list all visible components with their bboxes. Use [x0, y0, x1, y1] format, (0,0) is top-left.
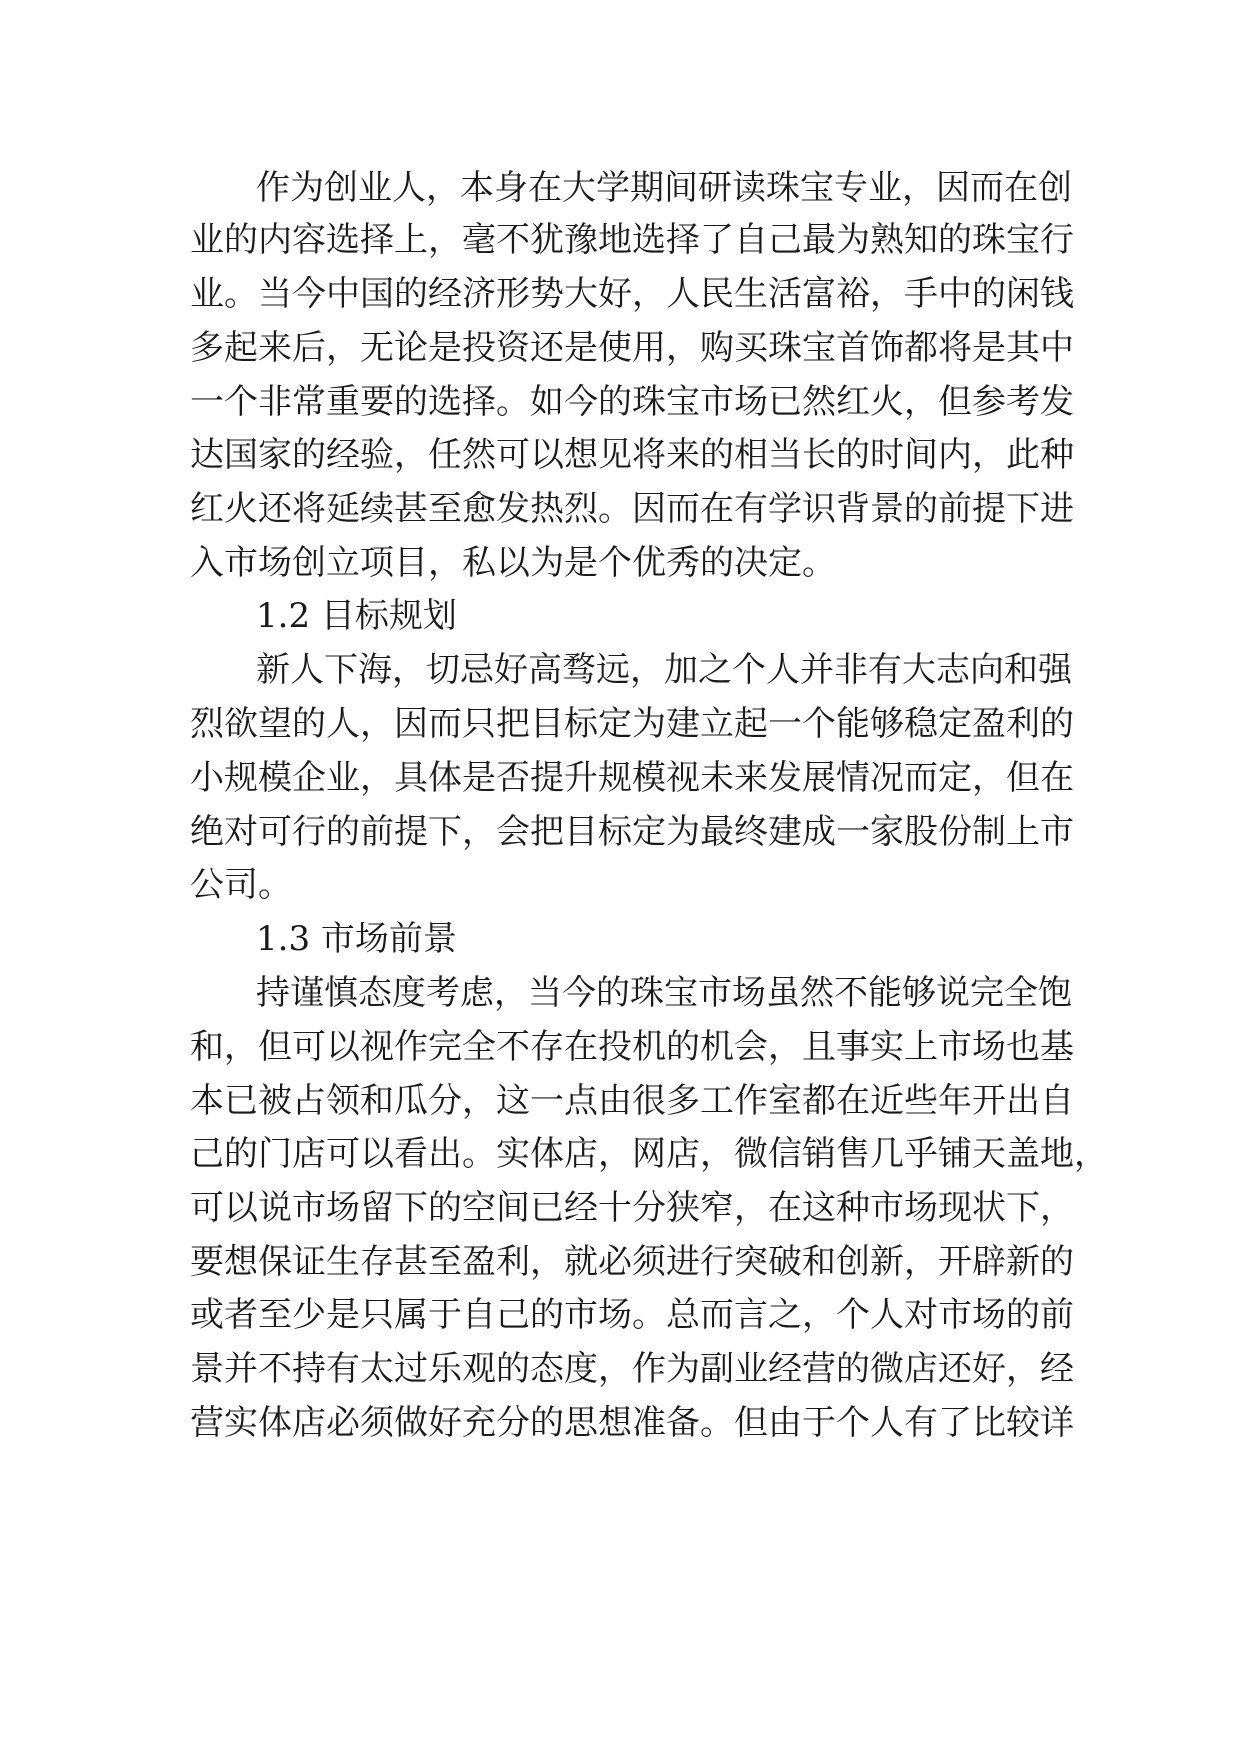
section-heading: 1.2 目标规划 — [256, 596, 457, 636]
paragraph-line: 持谨慎态度考虑，当今的珠宝市场虽然不能够说完全饱 — [256, 973, 1072, 1013]
paragraph-line: 业。当今中国的经济形势大好，人民生活富裕，手中的闲钱 — [190, 274, 1074, 314]
paragraph-line: 入市场创立项目，私以为是个优秀的决定。 — [190, 543, 836, 583]
paragraph-line: 新人下海，切忌好高骛远，加之个人并非有大志向和强 — [256, 650, 1072, 690]
paragraph-line: 达国家的经验，任然可以想见将来的相当长的时间内，此种 — [190, 435, 1074, 475]
paragraph-line: 红火还将延续甚至愈发热烈。因而在有学识背景的前提下进 — [190, 489, 1074, 529]
paragraph-line: 公司。 — [190, 865, 292, 905]
paragraph-line: 己的门店可以看出。实体店，网店，微信销售几乎铺天盖地， — [190, 1134, 1108, 1174]
paragraph-line: 或者至少是只属于自己的市场。总而言之，个人对市场的前 — [190, 1295, 1074, 1335]
paragraph-line: 小规模企业，具体是否提升规模视未来发展情况而定，但在 — [190, 758, 1074, 798]
paragraph-line: 烈欲望的人，因而只把目标定为建立起一个能够稳定盈利的 — [190, 704, 1074, 744]
paragraph-line: 营实体店必须做好充分的思想准备。但由于个人有了比较详 — [190, 1403, 1074, 1443]
paragraph-line: 绝对可行的前提下，会把目标定为最终建成一家股份制上市 — [190, 812, 1074, 852]
paragraph-line: 本已被占领和瓜分，这一点由很多工作室都在近些年开出自 — [190, 1081, 1074, 1121]
paragraph-line: 一个非常重要的选择。如今的珠宝市场已然红火，但参考发 — [190, 382, 1074, 422]
paragraph-line: 要想保证生存甚至盈利，就必须进行突破和创新，开辟新的 — [190, 1242, 1074, 1282]
paragraph-line: 作为创业人，本身在大学期间研读珠宝专业，因而在创 — [256, 168, 1072, 208]
paragraph-line: 可以说市场留下的空间已经十分狭窄，在这种市场现状下， — [190, 1188, 1074, 1228]
section-heading: 1.3 市场前景 — [256, 919, 457, 959]
paragraph-line: 和，但可以视作完全不存在投机的机会，且事实上市场也基 — [190, 1027, 1074, 1067]
paragraph-line: 景并不持有太过乐观的态度，作为副业经营的微店还好，经 — [190, 1349, 1074, 1389]
paragraph-line: 业的内容选择上，毫不犹豫地选择了自己最为熟知的珠宝行 — [190, 220, 1074, 260]
paragraph-line: 多起来后，无论是投资还是使用，购买珠宝首饰都将是其中 — [190, 328, 1074, 368]
